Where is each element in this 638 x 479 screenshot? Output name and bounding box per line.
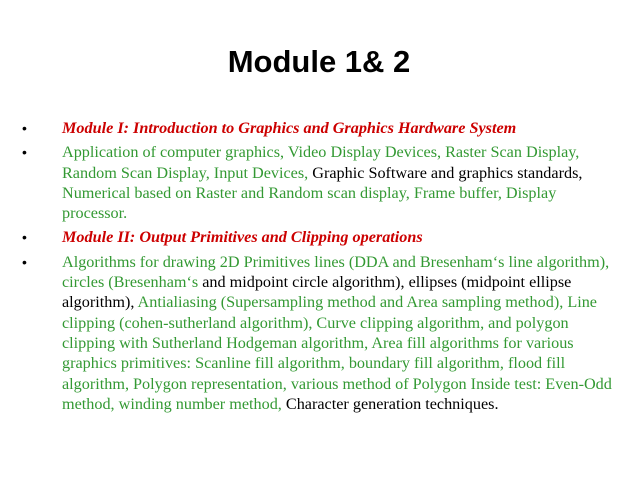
bullet-icon: •	[22, 144, 27, 161]
bullet-icon: •	[22, 120, 27, 136]
module-1-text-segment: Application of computer graphics, Video Display Devices, Raster Scan Display, Random Scan Display, Input Devices,	[62, 143, 580, 182]
bullet-icon: •	[22, 229, 27, 246]
bullet-icon: •	[22, 253, 27, 270]
bullet-item-module-1-content	[22, 142, 622, 223]
bullet-item-module-1-heading	[22, 118, 622, 138]
module-2-text-segment: Antialiasing (Supersampling method and Area sampling method), Line clipping (cohen-sutherland algorithm), Curve clipping algorithm, and polygon clipping with Sutherland Hodgeman algorithm, Area fill algorithms for various graphics primitives: Scanline fill algorithm, boundary fill algorithm, flood fill algorithm, Polygon representation, various method of Polygon Inside test: Even-Odd method, winding number method,	[62, 293, 612, 413]
bullet-item-module-2-content	[22, 252, 622, 414]
module-2-heading: Module II: Output Primitives and Clipping operations	[62, 228, 423, 247]
bullet-list	[22, 118, 622, 418]
module-1-text-segment: Graphic Software and graphics standards,	[312, 163, 583, 182]
module-2-text-segment: and midpoint circle algorithm), ellipses (midpoint ellipse algorithm),	[62, 273, 572, 312]
slide-title: Module 1& 2	[227, 44, 411, 79]
module-2-text-segment: Character generation techniques.	[285, 394, 499, 413]
module-1-text-segment: Numerical based on Raster and Random scan display, Frame buffer, Display processor.	[62, 183, 557, 223]
module-2-text-segment: Algorithms for drawing 2D Primitives lines (DDA and Bresenham‘s line algorithm), circles (Bresenham‘s	[62, 252, 610, 292]
module-1-heading: Module I: Introduction to Graphics and Graphics Hardware System	[62, 119, 517, 137]
bullet-item-module-2-heading	[22, 227, 622, 247]
